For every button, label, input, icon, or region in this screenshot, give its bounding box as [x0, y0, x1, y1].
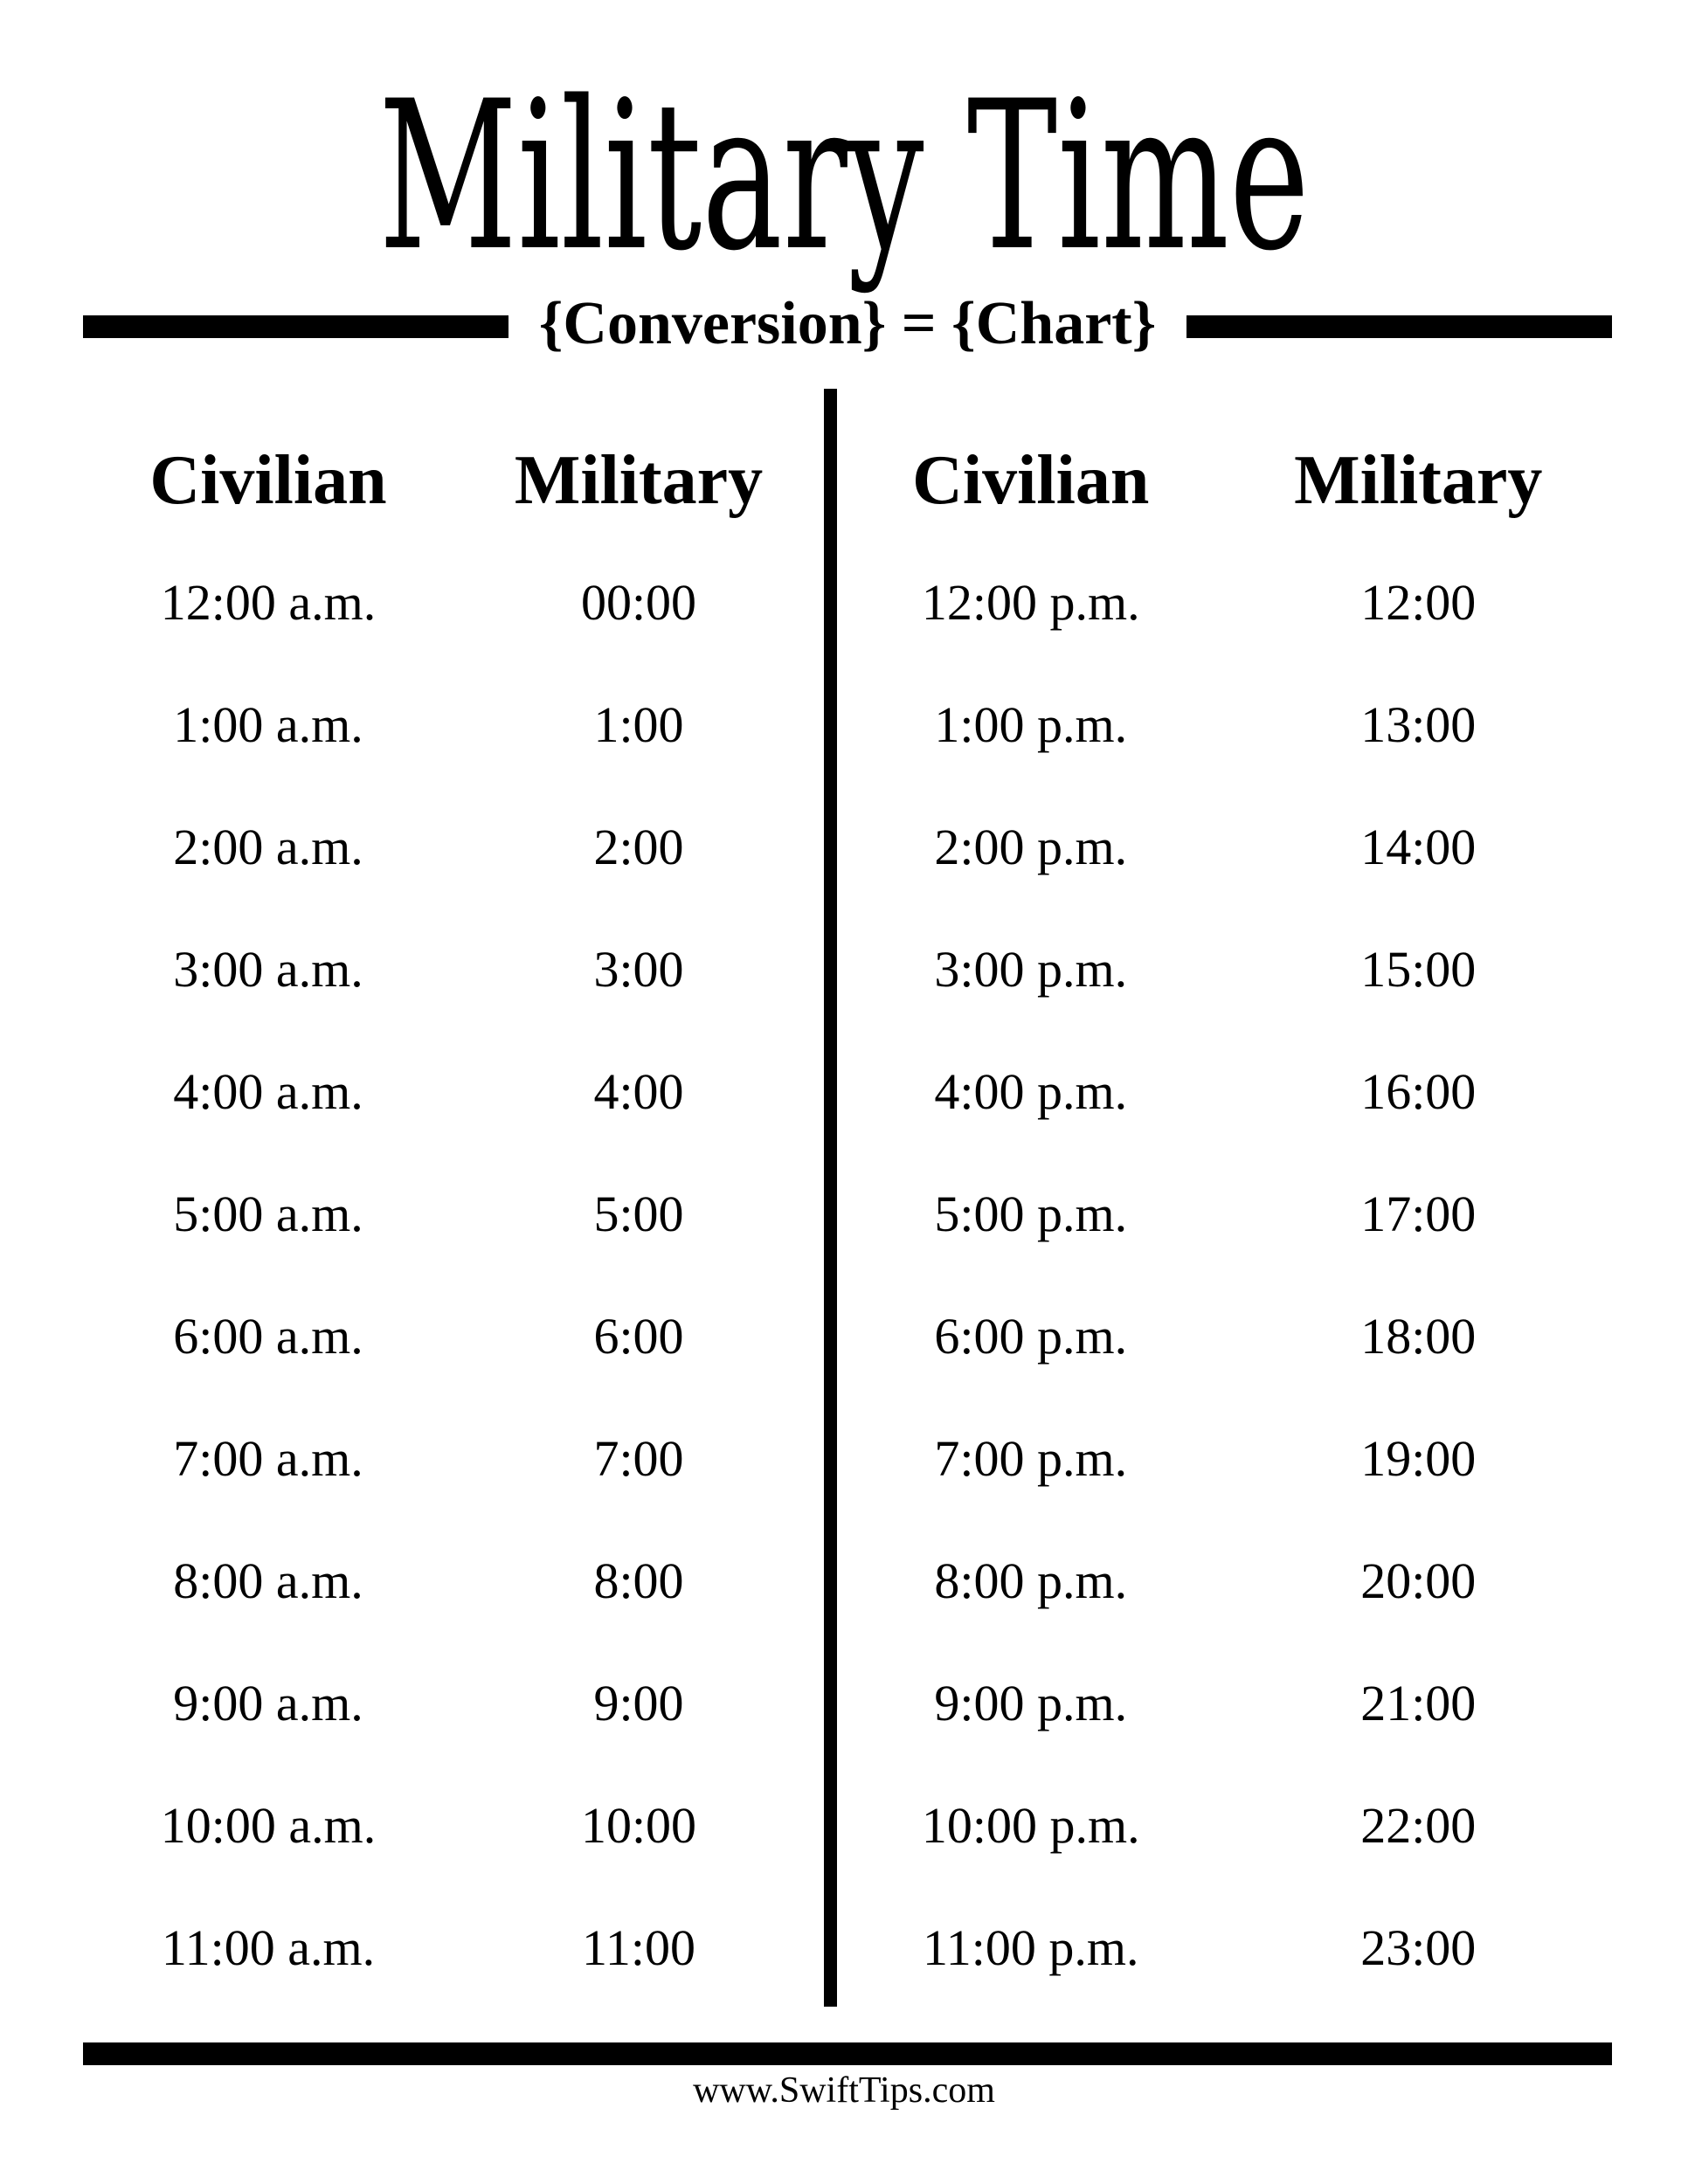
- military-time-cell: 9:00: [593, 1675, 684, 1731]
- military-time-cell: 14:00: [1360, 819, 1477, 875]
- table-row: [837, 1642, 1612, 1765]
- military-time-cell: 22:00: [1360, 1797, 1477, 1854]
- civilian-time-cell: 6:00 p.m.: [934, 1308, 1128, 1365]
- civilian-time-cell: 9:00 p.m.: [934, 1675, 1128, 1731]
- military-column-header: Military: [1294, 442, 1543, 519]
- civilian-time-cell: 9:00 a.m.: [173, 1675, 363, 1731]
- civilian-time-cell: 12:00 p.m.: [921, 574, 1140, 631]
- table-row: [83, 1765, 824, 1887]
- am-header-row: [83, 419, 824, 542]
- table-row: [837, 909, 1612, 1031]
- military-time-cell: 5:00: [593, 1185, 684, 1242]
- table-row: [837, 542, 1612, 664]
- civilian-time-cell: 4:00 p.m.: [934, 1063, 1128, 1120]
- table-row: [83, 1153, 824, 1275]
- am-panel: [83, 389, 824, 2009]
- page-title: Military Time: [378, 58, 1310, 296]
- civilian-time-cell: 10:00 p.m.: [921, 1797, 1140, 1854]
- footer-horizontal-rule: [83, 2042, 1612, 2065]
- civilian-time-cell: 10:00 a.m.: [160, 1797, 377, 1854]
- military-time-cell: 11:00: [582, 1919, 695, 1976]
- military-time-cell: 1:00: [593, 696, 684, 753]
- military-time-cell: 13:00: [1360, 696, 1477, 753]
- civilian-time-cell: 6:00 a.m.: [173, 1308, 363, 1365]
- military-time-cell: 3:00: [593, 941, 684, 998]
- table-row: [837, 1031, 1612, 1153]
- table-row: [837, 1275, 1612, 1398]
- table-row: [837, 1887, 1612, 2009]
- table-row: [837, 786, 1612, 909]
- civilian-time-cell: 12:00 a.m.: [160, 574, 377, 631]
- military-time-cell: 15:00: [1360, 941, 1477, 998]
- conversion-chart: [83, 389, 1612, 2009]
- civilian-time-cell: 5:00 a.m.: [173, 1185, 363, 1242]
- military-time-cell: 20:00: [1360, 1552, 1477, 1609]
- table-row: [837, 1153, 1612, 1275]
- military-time-cell: 17:00: [1360, 1185, 1477, 1242]
- civilian-time-cell: 11:00 a.m.: [161, 1919, 376, 1976]
- civilian-time-cell: 3:00 a.m.: [173, 941, 363, 998]
- military-time-cell: 6:00: [593, 1308, 684, 1365]
- civilian-time-cell: 8:00 p.m.: [934, 1552, 1128, 1609]
- military-time-cell: 7:00: [593, 1430, 684, 1487]
- table-row: [837, 1765, 1612, 1887]
- table-row: [837, 664, 1612, 786]
- table-row: [83, 1887, 824, 2009]
- civilian-time-cell: 1:00 a.m.: [173, 696, 363, 753]
- civilian-time-cell: 3:00 p.m.: [934, 941, 1128, 998]
- civilian-time-cell: 8:00 a.m.: [173, 1552, 363, 1609]
- military-time-cell: 8:00: [593, 1552, 684, 1609]
- table-row: [837, 1520, 1612, 1642]
- civilian-time-cell: 7:00 p.m.: [934, 1430, 1128, 1487]
- vertical-divider: [824, 389, 837, 2007]
- military-time-cell: 23:00: [1360, 1919, 1477, 1976]
- military-time-cell: 4:00: [593, 1063, 684, 1120]
- right-horizontal-rule: [1186, 315, 1612, 338]
- table-row: [83, 542, 824, 664]
- civilian-time-cell: 2:00 a.m.: [173, 819, 363, 875]
- military-time-cell: 10:00: [580, 1797, 697, 1854]
- subtitle-row: [83, 287, 1612, 367]
- table-row: [83, 1398, 824, 1520]
- military-time-cell: 12:00: [1360, 574, 1477, 631]
- pm-panel: [837, 389, 1612, 2009]
- military-time-cell: 21:00: [1360, 1675, 1477, 1731]
- civilian-time-cell: 2:00 p.m.: [934, 819, 1128, 875]
- left-horizontal-rule: [83, 315, 508, 338]
- table-row: [83, 1520, 824, 1642]
- civilian-time-cell: 7:00 a.m.: [173, 1430, 363, 1487]
- table-row: [83, 1642, 824, 1765]
- footer-url: www.SwiftTips.com: [693, 2070, 995, 2111]
- table-row: [83, 786, 824, 909]
- table-row: [83, 1031, 824, 1153]
- civilian-time-cell: 1:00 p.m.: [934, 696, 1128, 753]
- civilian-time-cell: 4:00 a.m.: [173, 1063, 363, 1120]
- pm-header-row: [837, 419, 1612, 542]
- military-column-header: Military: [514, 442, 764, 519]
- military-time-cell: 2:00: [593, 819, 684, 875]
- table-row: [83, 664, 824, 786]
- civilian-column-header: Civilian: [912, 442, 1150, 519]
- military-time-cell: 00:00: [580, 574, 697, 631]
- civilian-time-cell: 11:00 p.m.: [922, 1919, 1139, 1976]
- civilian-time-cell: 5:00 p.m.: [934, 1185, 1128, 1242]
- page-subtitle: {Conversion} = {Chart}: [538, 290, 1157, 357]
- table-row: [83, 1275, 824, 1398]
- military-time-cell: 19:00: [1360, 1430, 1477, 1487]
- table-row: [837, 1398, 1612, 1520]
- civilian-column-header: Civilian: [149, 442, 387, 519]
- military-time-cell: 18:00: [1360, 1308, 1477, 1365]
- military-time-cell: 16:00: [1360, 1063, 1477, 1120]
- table-row: [83, 909, 824, 1031]
